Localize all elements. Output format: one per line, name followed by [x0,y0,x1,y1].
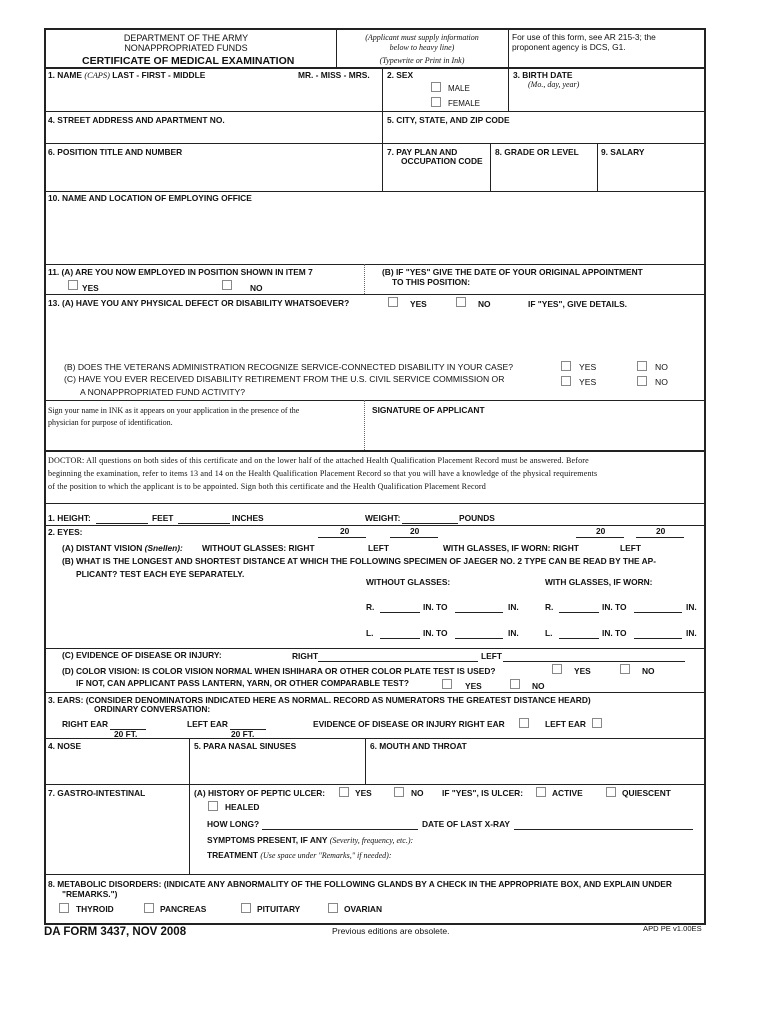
dotted-divider [364,400,365,450]
gastro-label: 7. GASTRO-INTESTINAL [48,788,146,798]
instruction-line2: below to heavy line) [389,43,455,52]
how-long-label: HOW LONG? [207,819,260,829]
ulcer-quiescent-label: QUIESCENT [622,788,671,798]
height-inches-field[interactable] [178,523,230,524]
version-label: APD PE v1.00ES [643,924,702,933]
ulcer-no-label: NO [411,788,424,798]
form-right-border [704,28,706,923]
metabolic-label: 8. METABOLIC DISORDERS: (INDICATE ANY ABNORMALITY OF THE FOLLOWING GLANDS BY A CHECK IN THE APPROPRIATE BOX, AND EXPLAIN UNDER [48,879,672,889]
q11a-label: 11. (A) ARE YOU NOW EMPLOYED IN POSITION SHOWN IN ITEM 7 [48,267,313,277]
dept-line1: DEPARTMENT OF THE ARMY [123,33,249,43]
birth-date-format: (Mo., day, year) [528,80,580,89]
titles-label: MR. - MISS - MRS. [298,70,370,80]
without-glasses-right-label: WITHOUT GLASSES: RIGHT [202,543,315,553]
last-xray-label: DATE OF LAST X-RAY [422,819,510,829]
q11a-no-checkbox[interactable] [222,280,232,290]
q11a-yes-checkbox[interactable] [68,280,78,290]
row-line [44,264,705,265]
q13a-label: 13. (A) HAVE YOU ANY PHYSICAL DEFECT OR DISABILITY WHATSOEVER? [48,298,350,308]
sinuses-label: 5. PARA NASAL SINUSES [194,741,297,751]
q11a-no-label: NO [250,283,263,293]
col-divider [597,143,598,191]
form-bottom-border [44,923,706,925]
row-line [44,874,705,875]
ear-disease-left-checkbox[interactable] [592,718,602,728]
name-label [48,71,205,81]
jaeger-r-with-in: IN. [686,602,697,612]
jaeger-r-without-to[interactable] [455,612,503,613]
col-divider [382,67,383,191]
jaeger-r-without-from[interactable] [380,612,420,613]
q13a-no-checkbox[interactable] [456,297,466,307]
q13a-yes-checkbox[interactable] [388,297,398,307]
q13c-yes-checkbox[interactable] [561,376,571,386]
female-checkbox[interactable] [431,97,441,107]
jaeger-question: (B) WHAT IS THE LONGEST AND SHORTEST DISTANCE AT WHICH THE FOLLOWING SPECIMEN OF JAEGER NO. 2 TYPE CAN BE READ BY THE AP- [62,556,657,566]
dotted-divider [364,264,365,294]
row-line [44,294,705,295]
header-divider [508,28,509,67]
treatment-note: (Use space under "Remarks," if needed): [260,851,392,860]
city-label: 5. CITY, STATE, AND ZIP CODE [387,115,510,125]
treatment-label [207,851,391,861]
name-caps-note: (CAPS) [84,71,110,80]
pancreas-checkbox[interactable] [144,903,154,913]
male-label: MALE [448,84,470,93]
q13b-no-label: NO [655,362,668,372]
q13a-details-label: IF "YES", GIVE DETAILS. [528,299,627,309]
eye-disease-right: RIGHT [292,651,319,661]
sign-instruction-1: Sign your name in INK as it appears on your application in the presence of the [48,406,300,415]
with-glasses-right-label: WITH GLASSES, IF WORN: RIGHT [443,543,579,553]
eye-disease-right-field[interactable] [318,661,478,662]
name-label-text: 1. NAME [48,70,82,80]
ovarian-checkbox[interactable] [328,903,338,913]
jaeger-with-glasses: WITH GLASSES, IF WORN: [545,577,653,587]
jaeger-r-in: IN. [508,602,519,612]
ears-label: 3. EARS: (CONSIDER DENOMINATORS INDICATED HERE AS NORMAL. RECORD AS NUMERATORS THE GREATEST DISTANCE HEARD) [48,695,591,705]
ulcer-quiescent-checkbox[interactable] [606,787,616,797]
distant-left-field[interactable] [390,537,438,538]
q13c-no-checkbox[interactable] [637,376,647,386]
q11a-yes-label: YES [82,283,99,293]
pancreas-label: PANCREAS [160,904,207,914]
symptoms-text: SYMPTOMS PRESENT, IF ANY [207,835,328,845]
jaeger-l-with-in: IN. [686,628,697,638]
pituitary-checkbox[interactable] [241,903,251,913]
ulcer-if-yes-label: IF "YES", IS ULCER: [442,788,523,798]
q13c-label-2: A NONAPPROPRIATED FUND ACTIVITY? [80,387,246,397]
form-identifier: DA FORM 3437, NOV 2008 [44,926,187,938]
eyes-label: 2. EYES: [48,527,83,537]
row-line [44,143,705,144]
ear-disease-left-label: LEFT EAR [545,719,586,729]
office-label: 10. NAME AND LOCATION OF EMPLOYING OFFICE [48,193,252,203]
pituitary-label: PITUITARY [257,904,301,914]
eye-disease-left-field[interactable] [503,661,685,662]
row-line [44,525,705,526]
eye-disease-left: LEFT [481,651,502,661]
row-line [44,400,705,401]
color-vision-yes-label: YES [574,666,591,676]
ulcer-yes-checkbox[interactable] [339,787,349,797]
street-label: 4. STREET ADDRESS AND APARTMENT NO. [48,115,225,125]
without-glasses-left-label: LEFT [368,543,389,553]
q13b-no-checkbox[interactable] [637,361,647,371]
row-line [44,503,705,504]
birth-date-label: 3. BIRTH DATE [513,70,573,80]
feet-label: FEET [152,513,174,523]
lantern-question: IF NOT, CAN APPLICANT PASS LANTERN, YARN, OR OTHER COMPARABLE TEST? [76,678,409,688]
salary-label: 9. SALARY [601,147,645,157]
col-divider [365,738,366,784]
q13b-label: (B) DOES THE VETERANS ADMINISTRATION RECOGNIZE SERVICE-CONNECTED DISABILITY IN YOUR CASE? [64,362,514,372]
snellen-label: (Snellen): [144,543,183,553]
q13c-yes-label: YES [579,377,597,387]
jaeger-r-with-label: R. [545,602,554,612]
jaeger-l-without-from[interactable] [380,638,420,639]
lantern-yes-checkbox[interactable] [442,679,452,689]
ulcer-yes-label: YES [355,788,372,798]
q13a-no-label: NO [478,299,491,309]
snellen-20-1: 20 [340,526,350,536]
name-order: LAST - FIRST - MIDDLE [112,70,206,80]
q13c-label: (C) HAVE YOU EVER RECEIVED DISABILITY RETIREMENT FROM THE U.S. CIVIL SERVICE COMMISSION OR [64,374,505,384]
dept-line2: NONAPPROPRIATED FUNDS [124,43,248,53]
weight-label: WEIGHT: [365,513,401,523]
ear-disease-right-label: EVIDENCE OF DISEASE OR INJURY RIGHT EAR [313,719,505,729]
jaeger-l-with-in-to: IN. TO [602,628,627,638]
instruction-line1: (Applicant must supply information [365,33,479,42]
distant-vision-text: (A) DISTANT VISION [62,543,143,553]
right-ear-label: RIGHT EAR [62,719,109,729]
form-left-border [44,28,46,923]
instruction-line3: (Typewrite or Print in Ink) [379,56,465,65]
with-glasses-left-label: LEFT [620,543,641,553]
snellen-20-2: 20 [410,526,420,536]
thyroid-checkbox[interactable] [59,903,69,913]
eye-disease-label: (C) EVIDENCE OF DISEASE OR INJURY: [62,650,222,660]
q13b-yes-label: YES [579,362,597,372]
ulcer-healed-checkbox[interactable] [208,801,218,811]
treatment-text: TREATMENT [207,850,259,860]
glasses-left-field[interactable] [636,537,684,538]
inches-label: INCHES [232,513,264,523]
q11b-label-2: TO THIS POSITION: [392,277,471,287]
row-line [44,692,705,693]
height-feet-field[interactable] [96,523,148,524]
jaeger-without-glasses: WITHOUT GLASSES: [366,577,451,587]
jaeger-l-without-to[interactable] [455,638,503,639]
jaeger-l-with-from[interactable] [559,638,599,639]
ovarian-label: OVARIAN [344,904,382,914]
occupation-code-label: OCCUPATION CODE [401,156,483,166]
right-ear-20ft: 20 FT. [114,729,138,739]
sign-instruction-2: physician for purpose of identification. [48,418,173,427]
lantern-no-checkbox[interactable] [510,679,520,689]
color-vision-yes-checkbox[interactable] [552,664,562,674]
ulcer-no-checkbox[interactable] [394,787,404,797]
distant-right-field[interactable] [318,537,366,538]
jaeger-r-in-to: IN. TO [423,602,448,612]
last-xray-field[interactable] [514,829,693,830]
glasses-right-field[interactable] [576,537,624,538]
q13c-no-label: NO [655,377,668,387]
obsolete-notice: Previous editions are obsolete. [332,926,450,936]
color-vision-question: (D) COLOR VISION: IS COLOR VISION NORMAL WHEN ISHIHARA OR OTHER COLOR PLATE TEST IS USED? [62,666,496,676]
height-label: 1. HEIGHT: [48,513,91,523]
ulcer-active-checkbox[interactable] [536,787,546,797]
snellen-20-3: 20 [596,526,606,536]
row-line [44,191,705,192]
metabolic-label-2: "REMARKS.") [62,889,118,899]
row-line [44,648,705,649]
lantern-yes-label: YES [465,681,482,691]
symptoms-label [207,836,413,846]
ear-disease-right-checkbox[interactable] [519,718,529,728]
pounds-label: POUNDS [459,513,495,523]
sex-label: 2. SEX [387,70,414,80]
position-label: 6. POSITION TITLE AND NUMBER [48,147,183,157]
how-long-field[interactable] [262,829,418,830]
jaeger-l-with-label: L. [545,628,553,638]
jaeger-l-in-to: IN. TO [423,628,448,638]
nose-label: 4. NOSE [48,741,82,751]
header-bottom-line [44,67,705,69]
regulation-line1: For use of this form, see AR 215-3; the [512,32,656,42]
doctor-note-line2: beginning the examination, refer to items 13 and 14 on the Health Qualification Placement Record so that you will have a knowledge of the physical requirements [48,469,598,478]
row-line [44,738,705,739]
ulcer-active-label: ACTIVE [552,788,583,798]
jaeger-r-with-to[interactable] [634,612,682,613]
lantern-no-label: NO [532,681,545,691]
ulcer-healed-label: HEALED [225,802,260,812]
weight-field[interactable] [402,523,458,524]
form-top-border [44,28,705,30]
regulation-line2: proponent agency is DCS, G1. [512,42,626,52]
q13a-yes-label: YES [410,299,427,309]
symptoms-note: (Severity, frequency, etc.): [329,836,414,845]
jaeger-l-with-to[interactable] [634,638,682,639]
jaeger-l-label: L. [366,628,374,638]
snellen-20-4: 20 [656,526,666,536]
color-vision-no-label: NO [642,666,655,676]
q11b-label: (B) IF "YES" GIVE THE DATE OF YOUR ORIGINAL APPOINTMENT [382,267,643,277]
left-ear-20ft: 20 FT. [231,729,255,739]
jaeger-r-label: R. [366,602,375,612]
jaeger-r-with-in-to: IN. TO [602,602,627,612]
heavy-line [44,450,705,452]
q13b-yes-checkbox[interactable] [561,361,571,371]
applicant-signature-field[interactable] [368,418,702,448]
row-line [44,784,705,785]
distant-vision-label [62,544,183,554]
signature-label: SIGNATURE OF APPLICANT [372,405,485,415]
jaeger-r-with-from[interactable] [559,612,599,613]
female-label: FEMALE [448,99,481,108]
ulcer-history-label: (A) HISTORY OF PEPTIC ULCER: [194,788,326,798]
ears-conversation-label: ORDINARY CONVERSATION: [94,704,211,714]
col-divider [189,738,190,874]
form-title: CERTIFICATE OF MEDICAL EXAMINATION [82,55,295,67]
pay-plan-label: 7. PAY PLAN AND [387,147,458,157]
jaeger-question-2: PLICANT? TEST EACH EYE SEPARATELY. [76,569,245,579]
thyroid-label: THYROID [76,904,114,914]
mouth-throat-label: 6. MOUTH AND THROAT [370,741,467,751]
row-line [44,111,705,112]
grade-label: 8. GRADE OR LEVEL [495,147,579,157]
left-ear-label: LEFT EAR [187,719,228,729]
col-divider [508,67,509,111]
jaeger-l-in: IN. [508,628,519,638]
col-divider [490,143,491,191]
doctor-note-line1: DOCTOR: All questions on both sides of this certificate and on the lower half of the attached Health Qualification Placement Record must be answered. Before [48,456,589,465]
color-vision-no-checkbox[interactable] [620,664,630,674]
doctor-note-line3: of the position to which the applicant is to be appointed. Sign both this certificate and the Health Qualification Placement Record [48,482,486,491]
male-checkbox[interactable] [431,82,441,92]
